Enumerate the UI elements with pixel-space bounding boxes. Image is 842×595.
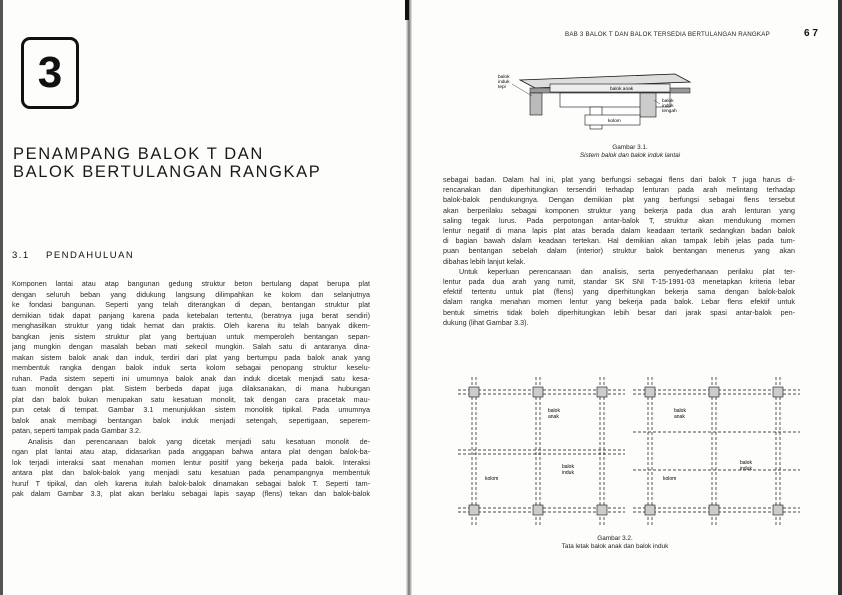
- figure-3-1-caption: [570, 144, 690, 160]
- text-line: dengan seluruh beban yang didukung langsung dilimpahkan ke kolom dan selanjutnya: [12, 289, 370, 299]
- section-title: PENDAHULUAN: [46, 250, 135, 261]
- text-line: membentuk rangka dengan balok induk serta kolom sebagai penopang struktur keselu-: [12, 363, 370, 372]
- text-line: balok-balok pendukungnya. Dengan demikian plat yang berfungsi sebagai flens tersebut: [443, 195, 795, 205]
- body-text-right: [443, 175, 795, 328]
- page-edge-right: [838, 0, 842, 595]
- section-number: 3.1: [12, 250, 30, 261]
- figure-3-2-plan-right: [628, 372, 806, 532]
- text-line: ke fondasi bangunan. Seperti yang telah diterangkan di depan, bentangan struktur plat: [12, 300, 370, 309]
- column-square: [597, 505, 607, 515]
- label-balok-anak-2: anak: [548, 414, 559, 420]
- text-line: ngan plat lantai atau atap, didasarkan pada anggapan bahwa antara plat dengan balok-ba-: [12, 447, 370, 456]
- label-balok-induk-2: induk: [740, 466, 752, 472]
- label-balok-anak-2: anak: [674, 414, 685, 420]
- column-square: [709, 387, 719, 397]
- caption-line: Gambar 3.2.: [597, 535, 633, 542]
- label-induk-tengah-2: induk: [662, 104, 674, 109]
- figure-3-2-caption: [540, 535, 690, 551]
- text-line: lentur negatif di mana lapis plat atas berada dalam keadaan tertarik sedangkan badan balok: [443, 226, 795, 236]
- text-line: sebagai badan. Dalam hal ini, plat yang berfungsi sebagai flens dari balok T juga harus di-: [443, 175, 795, 184]
- column-square: [469, 387, 479, 397]
- column-square: [773, 505, 783, 515]
- column-square: [645, 387, 655, 397]
- text-line: patan, seperti tampak pada Gambar 3.2.: [12, 426, 142, 435]
- page-edge-left: [0, 0, 3, 595]
- left-page: [0, 0, 410, 595]
- caption-line: Tata letak balok anak dan balok induk: [561, 543, 669, 550]
- text-line: antara plat dan balok-balok yang menjadi satu kesatuan pada penampangnya membentuk: [12, 468, 370, 477]
- label-balok-induk-1: balok: [740, 460, 752, 466]
- label-balok-anak-1: balok: [674, 408, 686, 414]
- text-line: jang mungkin dengan masalah beban mati sekecil mungkin. Salah satu di antaranya dina-: [12, 342, 370, 351]
- figure-3-2-plan-left: [450, 372, 630, 532]
- text-line: bangkan jenis sistem struktur plat yang bertujuan untuk memperoleh bentangan sepan-: [12, 331, 370, 341]
- label-balok-anak-1: balok: [548, 408, 560, 414]
- label-induk-tepi-2: induk: [498, 80, 510, 85]
- text-line: lentur pada dua arah yang rumit, standar SK SNI T-15-1991-03 menetapkan kriteria lebar: [443, 277, 795, 287]
- text-line: dibahas lebih lanjut kelak.: [443, 256, 526, 266]
- text-line: puan bentangan sebelah dalam (interior) struktur balok bentangan menerus yang akan: [443, 246, 795, 256]
- right-page: [410, 0, 842, 595]
- text-line: huruf T tipikal, dan oleh karena itulah balok-balok dinamakan sebagai balok T. Seperti tam-: [12, 478, 370, 488]
- chapter-number: 3: [21, 37, 79, 109]
- column-square: [645, 505, 655, 515]
- text-line: akan berperilaku sebagai komponen struktur yang bekerja pada dua arah lenturan yang: [443, 205, 795, 215]
- label-balok-anak: balok anak: [610, 87, 634, 92]
- label-kolom: kolom: [663, 476, 677, 482]
- text-line: bentuk simetris tidak boleh diperhitungkan lebih besar dari jarak spasi antar-balok pen-: [443, 307, 795, 317]
- text-line: dalam rangka menahan momen lentur yang bekerja pada balok. Lebar flens efektif untuk: [443, 297, 795, 307]
- text-line: tuan monolit dengan plat. Sistem berbeda dapat juga dilaksanakan, di mana hubungan: [12, 384, 370, 393]
- label-kolom: kolom: [485, 476, 499, 482]
- text-line: demikian tidak dapat panjang karena pada ketebalan tertentu, (beratnya juga berat sendiri): [12, 310, 370, 320]
- section-heading: [12, 250, 134, 261]
- middle-main-beam: [640, 93, 656, 117]
- text-line: lok terjadi interaksi saat menahan momen lentur positif yang bekerja pada balok. Interaksi: [12, 457, 370, 467]
- label-kolom: kolom: [608, 119, 621, 124]
- text-line: pak dalam Gambar 3.3, plat akan berlaku sebagai lapis sayap (flens) tekan dan balok-balok: [12, 489, 370, 498]
- label-induk-tepi-3: tepi: [498, 85, 506, 90]
- text-line: saling tegak lurus. Pada perpotongan antar-balok T, struktur akan mendukung momen: [443, 215, 795, 225]
- text-line: menghasilkan struktur yang tidak hemat dan praktis. Oleh karena itu telah banyak dikem-: [12, 321, 370, 330]
- text-line: balok anak membagi bentangan balok induk menjadi setengah, sepertigaan, seperem-: [12, 415, 370, 425]
- label-induk-tengah-1: balok: [662, 99, 674, 104]
- column-square: [709, 505, 719, 515]
- text-line: di bagian bawah dalam keadaan tertekan. Hal demikian akan tampak lebih jelas pada tum-: [443, 236, 795, 246]
- column-square: [469, 505, 479, 515]
- text-line: Komponen lantai atau atap bangunan gedung struktur beton bertulang dapat berupa plat: [12, 279, 370, 288]
- chapter-title-line: BALOK BERTULANGAN RANGKAP: [13, 163, 322, 181]
- text-line: Untuk keperluan perencanaan dan analisis, serta penyederhanaan perilaku plat ter-: [459, 266, 795, 276]
- edge-main-beam: [530, 93, 542, 115]
- text-line: pun cetak di tempat. Gambar 3.1 menunjukkan sistem monolitik tipikal. Pada umumnya: [12, 405, 370, 414]
- column-square: [773, 387, 783, 397]
- column-square: [597, 387, 607, 397]
- label-balok-induk-2: induk: [562, 470, 574, 476]
- book-spine: [406, 0, 412, 595]
- label-induk-tengah-3: tengah: [662, 109, 677, 114]
- figure-3-1-beam-system: [490, 70, 700, 140]
- column-square: [533, 505, 543, 515]
- label-induk-tepi-1: balok: [498, 75, 510, 80]
- body-text-left: [12, 279, 370, 500]
- label-balok-induk-1: balok: [562, 464, 574, 470]
- caption-line: Gambar 3.1.: [612, 144, 648, 151]
- page-number: 6 7: [804, 28, 818, 39]
- text-line: dukung (lihat Gambar 3.3).: [443, 317, 529, 327]
- text-line: Analisis dan perencanaan balok yang dicetak menjadi satu kesatuan monolit de-: [28, 436, 370, 446]
- text-line: makan sistem balok anak dan induk, terdiri dari plat yang bertumpu pada balok anak yang: [12, 352, 370, 362]
- text-line: ruhan. Pada sistem seperti ini umumnya balok anak dan induk dicetak menjadi satu kesa-: [12, 373, 370, 383]
- caption-line: Sistem balok dan balok induk lantai: [579, 152, 681, 159]
- spine-mark: [405, 0, 409, 20]
- column-square: [533, 387, 543, 397]
- chapter-title: [13, 145, 403, 181]
- chapter-title-line: PENAMPANG BALOK T DAN: [13, 145, 264, 163]
- leader-line: [512, 84, 532, 96]
- text-line: rencanakan dan diperhitungkan tersendiri terhadap lenturan pada arah melintang terhadap: [443, 185, 795, 195]
- running-head: BAB 3 BALOK T DAN BALOK TERSEDIA BERTULANGAN RANGKAP: [565, 31, 770, 38]
- text-line: plat dan balok bukan merupakan satu kesatuan monolit, tak dengan cara pracetak mau-: [12, 394, 370, 404]
- text-line: efektif tertentu untuk plat (flens) yang diperhitungkan bekerja sama dengan balok-balok: [443, 287, 795, 297]
